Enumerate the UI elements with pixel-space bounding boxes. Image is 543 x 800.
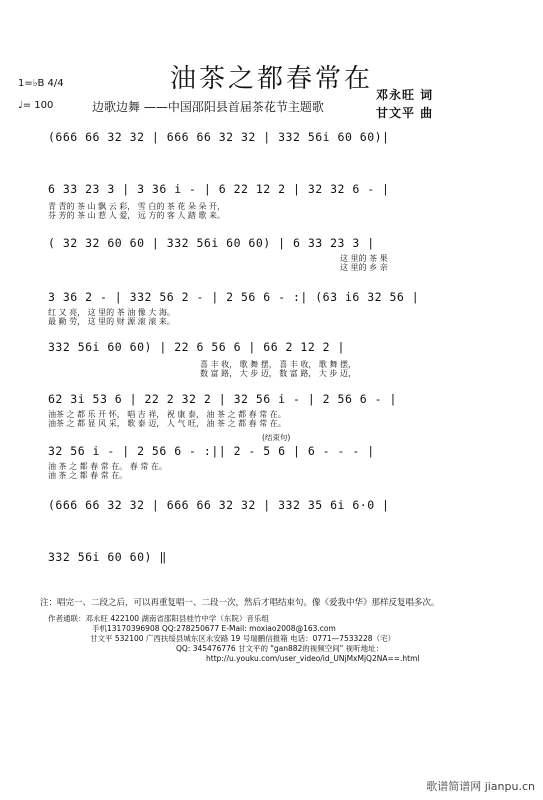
music-line-4: 3 36 2 - | 332 56 2 - | 2 56 6 - :| (63 i6 32 56 | (48, 290, 420, 304)
ending-phrase-label: (结束句) (262, 433, 291, 442)
lyric-line-4a: 红 又 亮， 这 里的 茶 油 像 大 海。 (48, 308, 175, 317)
music-line-5: 332 56i 60 60) | 22 6 56 6 | 66 2 12 2 | (48, 340, 345, 354)
lyric-line-7b: 油 茶 之 都 春 常 在。 (48, 471, 128, 480)
lyric-line-5a: 喜 丰 收， 歌 舞 摆， 喜 丰 收， 歌 舞 摆， (200, 360, 356, 369)
lyric-line-2b: 芬 芳的 茶 山 惹 人 爱， 远 方的 客 人 踏 歌 来。 (48, 211, 226, 220)
lyric-line-2a: 青 青的 茶 山 飘 云 彩， 雪 白的 茶 花 朵 朵 开， (48, 202, 226, 211)
music-line-8: (666 66 32 32 | 666 66 32 32 | 332 35 6i 6·0 | (48, 498, 390, 512)
performance-note: 注：唱完一、二段之后，可以再重复唱一、二段一次，然后才唱结束句。像《爱我中华》那样反复唱多次。 (40, 598, 440, 608)
lyric-line-7a: 油 茶 之 都 春 常 在。 春 常 在。 (48, 462, 167, 471)
site-watermark: 歌谱简谱网 jianpu.cn (426, 780, 535, 793)
tempo-marking: ♩= 100 (18, 100, 54, 111)
contact-line-5: http://u.youku.com/user_video/id_UNjMxMjQ2NA==.html (206, 654, 420, 663)
composer-credit: 甘文平 曲 (376, 106, 434, 120)
lyric-line-3b: 这 里的 乡 亲 (340, 263, 388, 272)
lyric-line-5b: 数 富 路， 大 步 迈， 数 富 路， 大 步 迈， (200, 369, 356, 378)
key-signature: 1=♭B 4/4 (18, 78, 64, 89)
contact-line-1: 作者通联：邓永旺 422100 湖南省邵阳县桂竹中学（东院）音乐组 (48, 614, 269, 623)
music-line-3: ( 32 32 60 60 | 332 56i 60 60) | 6 33 23 3 | (48, 236, 375, 250)
contact-line-2: 手机13170396908 QQ:278250677 E-Mail: moxiao2008@163.com (92, 624, 336, 633)
music-line-1: (666 66 32 32 | 666 66 32 32 | 332 56i 60 60)| (48, 130, 390, 144)
song-title: 油茶之都春常在 (169, 64, 373, 94)
lyric-line-3a: 这 里的 茶 果 (340, 254, 388, 263)
lyric-line-4b: 最 勤 劳， 这 里的 财 源 滚 滚 来。 (48, 317, 175, 326)
contact-line-3: 甘文平 532100 广西扶绥县城东区永安路 19 号瑞鹏信报箱 电话：0771—7533228（宅） (90, 634, 396, 643)
music-line-9: 332 56i 60 60) ‖ (48, 550, 167, 564)
song-subtitle: 边歌边舞 ——中国邵阳县首届茶花节主题歌 (92, 100, 324, 114)
music-line-7: 32 56 i - | 2 56 6 - :|| 2 - 5 6 | 6 - - - | (48, 444, 375, 458)
lyric-line-6a: 油茶 之 都 乐 开 怀， 唱 吉 祥， 祝 康 泰， 油 茶 之 都 春 常 在。 (48, 410, 286, 419)
music-line-2: 6 33 23 3 | 3 36 i - | 6 22 12 2 | 32 32 6 - | (48, 182, 390, 196)
lyric-line-6b: 油茶 之 都 显 风 采， 歌 泰 迈， 人 气 旺， 油 茶 之 都 春 常 在。 (48, 419, 286, 428)
lyricist-credit: 邓永旺 词 (376, 88, 434, 102)
music-line-6: 62 3i 53 6 | 22 2 32 2 | 32 56 i - | 2 56 6 - | (48, 392, 397, 406)
contact-line-4: QQ: 345476776 甘文平的 "gan882的视频空间" 视听地址： (176, 644, 384, 653)
